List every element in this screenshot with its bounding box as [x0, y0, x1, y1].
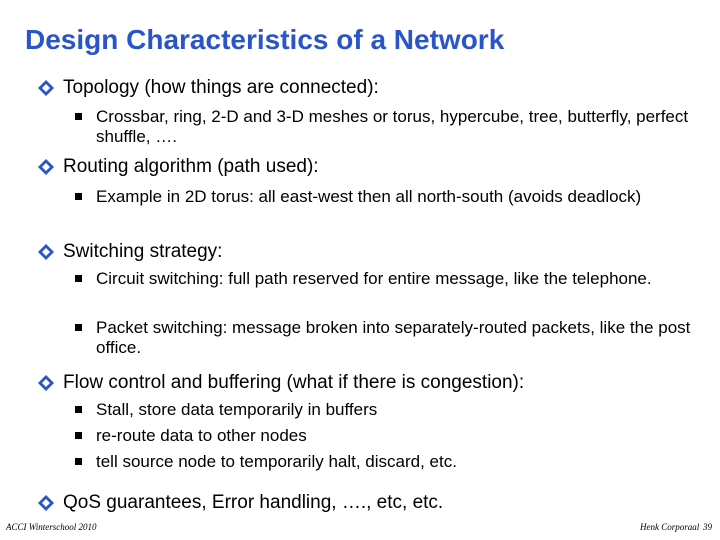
- sub-bullet-text: Circuit switching: full path reserved for entire message, like the telephone.: [96, 269, 652, 288]
- bullet-text: QoS guarantees, Error handling, …., etc, etc.: [63, 492, 444, 513]
- bullet-routing: [38, 156, 319, 178]
- sub-bullet-text: Crossbar, ring, 2-D and 3-D meshes or torus, hypercube, tree, butterfly, perfect shuffle, ….: [96, 107, 689, 146]
- bullet-flow-control: [38, 372, 524, 394]
- sub-bullet-text: Example in 2D torus: all east-west then all north-south (avoids deadlock): [96, 187, 642, 206]
- square-icon: [75, 113, 82, 120]
- footer-event: ACCI Winterschool 2010: [6, 522, 97, 532]
- sub-bullet-reroute: [75, 426, 696, 446]
- page-title: Design Characteristics of a Network: [25, 24, 505, 55]
- diamond-icon: [38, 244, 54, 260]
- square-icon: [75, 275, 82, 282]
- bullet-switching: [38, 241, 222, 263]
- sub-bullet-text: Packet switching: message broken into separately-routed packets, like the post office.: [96, 318, 691, 357]
- sub-bullet-text: Stall, store data temporarily in buffers: [96, 400, 378, 419]
- diamond-icon: [38, 80, 54, 96]
- bullet-text: Topology (how things are connected):: [63, 77, 379, 98]
- square-icon: [75, 406, 82, 413]
- bullet-topology: [38, 77, 379, 99]
- square-icon: [75, 458, 82, 465]
- sub-bullet-routing: [75, 187, 696, 207]
- page-number: 39: [703, 522, 712, 532]
- sub-bullet-text: tell source node to temporarily halt, discard, etc.: [96, 452, 457, 471]
- diamond-icon: [38, 375, 54, 391]
- bullet-text: Flow control and buffering (what if there is congestion):: [63, 372, 525, 393]
- square-icon: [75, 432, 82, 439]
- diamond-icon: [38, 159, 54, 175]
- sub-bullet-text: re-route data to other nodes: [96, 426, 307, 445]
- bullet-qos: [38, 492, 443, 514]
- bullet-text: Routing algorithm (path used):: [63, 156, 319, 177]
- square-icon: [75, 193, 82, 200]
- sub-bullet-topology: [75, 107, 696, 147]
- bullet-text: Switching strategy:: [63, 241, 223, 262]
- sub-bullet-halt: [75, 452, 696, 472]
- sub-bullet-packet: [75, 318, 696, 358]
- sub-bullet-stall: [75, 400, 696, 420]
- diamond-icon: [38, 495, 54, 511]
- footer-author: Henk Corporaal: [640, 522, 700, 532]
- square-icon: [75, 324, 82, 331]
- sub-bullet-circuit: [75, 269, 696, 289]
